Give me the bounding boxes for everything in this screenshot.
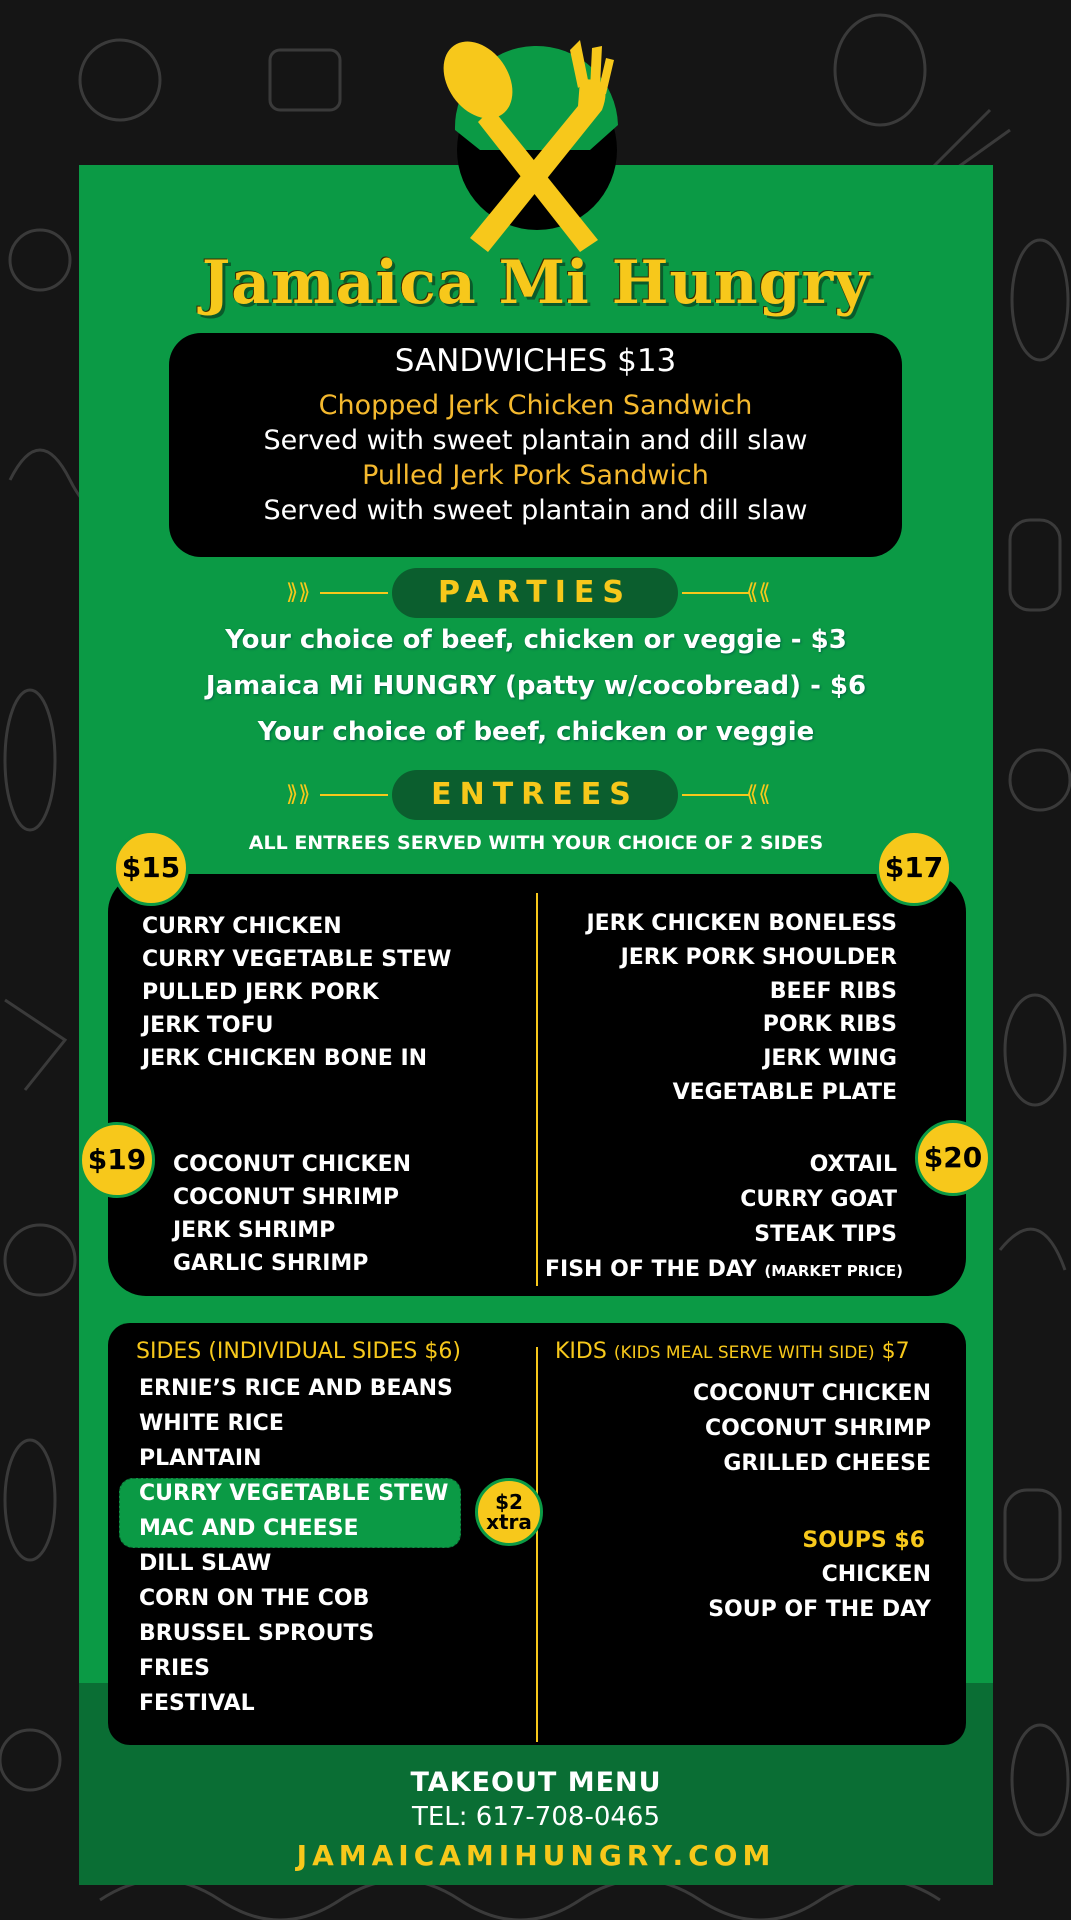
entree-item: PULLED JERK PORK [142,980,379,1005]
side-item: FRIES [139,1656,211,1681]
kids-item: COCONUT SHRIMP [704,1416,931,1441]
entree-item: JERK CHICKEN BONE IN [142,1046,428,1071]
entree-item-with-note [545,1257,903,1282]
side-item: CORN ON THE COB [139,1586,370,1611]
parties-heading: PARTIES [392,568,678,618]
sandwich-description: Served with sweet plantain and dill slaw [263,425,808,456]
website-link[interactable]: JAMAICAMIHUNGRY.COM [296,1839,776,1872]
entrees-column-divider [536,893,538,1286]
extra-charge-amount: $2 [495,1490,523,1514]
party-line: Your choice of beef, chicken or veggie - $3 [225,625,847,655]
sides-column-divider [536,1347,538,1742]
kids-heading: KIDS [555,1339,607,1364]
sides-heading: SIDES (INDIVIDUAL SIDES $6) [136,1339,461,1364]
price-badge: $15 [113,830,189,906]
side-item: PLANTAIN [139,1446,262,1471]
parties-divider [280,568,790,618]
side-item: DILL SLAW [139,1551,272,1576]
entree-item: JERK TOFU [142,1013,274,1038]
side-item: FESTIVAL [139,1691,255,1716]
entree-item: CURRY GOAT [740,1187,897,1212]
entree-item: FISH OF THE DAY [545,1257,757,1282]
entrees-subtitle: ALL ENTREES SERVED WITH YOUR CHOICE OF 2 SIDES [248,832,824,854]
wheat-ornament-icon: ⟫⟫ [286,580,311,605]
soup-item: CHICKEN [821,1562,931,1587]
price-badge: $19 [79,1122,155,1198]
wheat-ornament-icon: ⟪⟪ [746,580,771,605]
entree-item: COCONUT SHRIMP [173,1185,400,1210]
kids-heading-line [555,1339,910,1364]
entrees-divider [280,770,790,820]
kids-price: $7 [881,1339,910,1364]
entree-item: STEAK TIPS [754,1222,897,1247]
wheat-ornament-icon: ⟪⟪ [746,782,771,807]
takeout-label: TAKEOUT MENU [410,1767,662,1798]
entrees-heading: ENTREES [392,770,678,820]
kids-item: GRILLED CHEESE [723,1451,931,1476]
entree-item: CURRY CHICKEN [142,914,342,939]
restaurant-title: Jamaica Mi Hungry [201,248,871,318]
price-badge: $17 [876,830,952,906]
side-item: MAC AND CHEESE [139,1516,359,1541]
soup-item: SOUP OF THE DAY [708,1597,931,1622]
side-item: WHITE RICE [139,1411,284,1436]
extra-charge-label: xtra [486,1510,532,1534]
market-price-note: (MARKET PRICE) [764,1262,903,1280]
entree-item: JERK SHRIMP [173,1218,336,1243]
extra-charge-badge [475,1478,543,1546]
party-line: Jamaica Mi HUNGRY (patty w/cocobread) - $6 [205,671,867,701]
soups-heading: SOUPS $6 [802,1528,925,1553]
entree-item: BEEF RIBS [769,979,897,1004]
entree-item: JERK WING [763,1046,897,1071]
entree-item: COCONUT CHICKEN [173,1152,412,1177]
kids-item: COCONUT CHICKEN [692,1381,931,1406]
phone-number[interactable]: TEL: 617-708-0465 [411,1802,660,1832]
entree-item: CURRY VEGETABLE STEW [142,947,452,972]
wheat-ornament-icon: ⟫⟫ [286,782,311,807]
entree-item: JERK PORK SHOULDER [620,945,897,970]
entree-item: OXTAIL [809,1152,897,1177]
side-item: ERNIE’S RICE AND BEANS [139,1376,453,1401]
entree-item: GARLIC SHRIMP [173,1251,369,1276]
sandwiches-box [169,333,902,557]
kids-note: (KIDS MEAL SERVE WITH SIDE) [613,1343,875,1363]
sandwich-name: Chopped Jerk Chicken Sandwich [318,390,753,421]
spoon-fork-logo-icon [430,30,640,260]
entree-item: VEGETABLE PLATE [672,1080,897,1105]
side-item: BRUSSEL SPROUTS [139,1621,375,1646]
sandwich-name: Pulled Jerk Pork Sandwich [362,460,709,491]
party-line: Your choice of beef, chicken or veggie [257,717,815,747]
sandwiches-heading: SANDWICHES $13 [394,343,677,379]
entree-item: PORK RIBS [762,1012,897,1037]
entree-item: JERK CHICKEN BONELESS [586,911,897,936]
price-badge: $20 [915,1120,991,1196]
side-item: CURRY VEGETABLE STEW [139,1481,449,1506]
sandwich-description: Served with sweet plantain and dill slaw [263,495,808,526]
